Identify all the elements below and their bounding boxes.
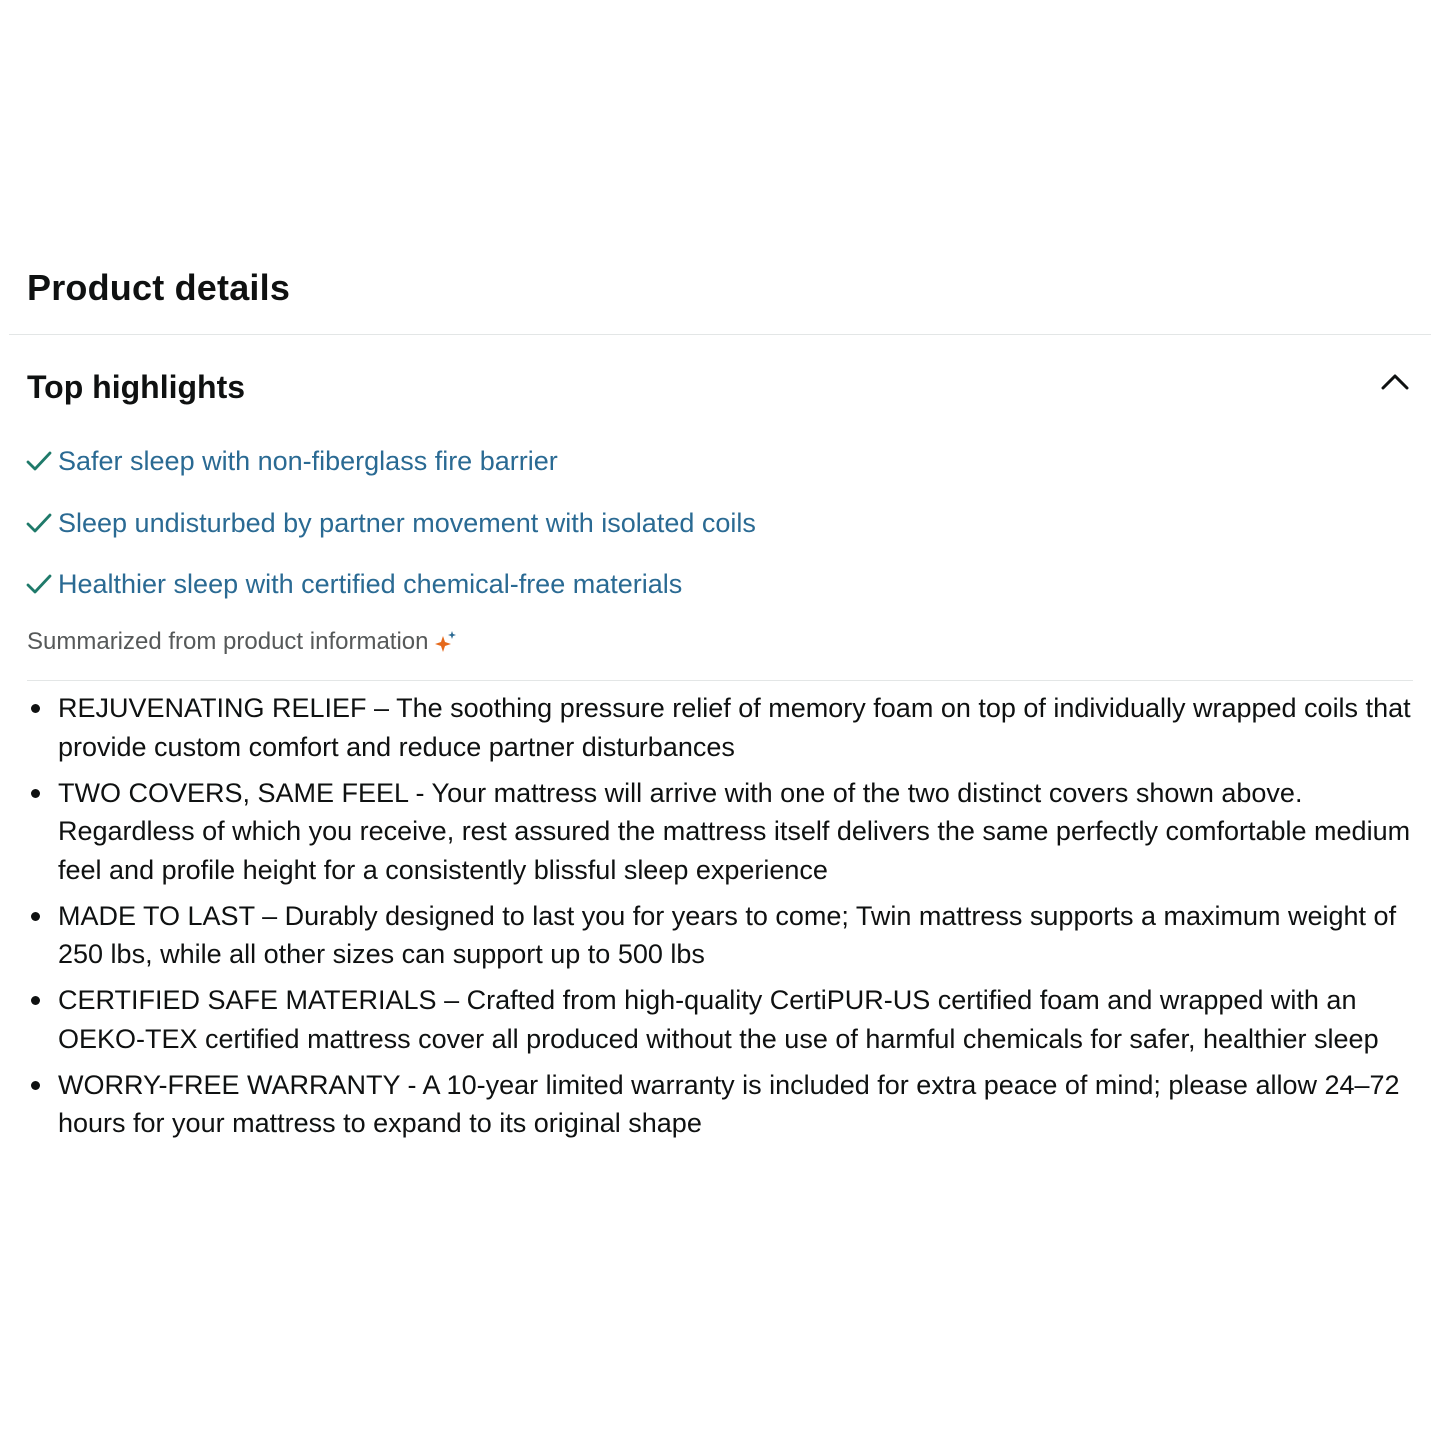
feature-bullet: WORRY-FREE WARRANTY - A 10-year limited warranty is included for extra peace of mind; please allow 24–72 hours for your mattress to expand to its original shape <box>27 1066 1419 1143</box>
check-icon <box>26 571 52 597</box>
bullets-divider <box>27 680 1413 681</box>
highlight-text: Safer sleep with non-fiberglass fire barrier <box>58 446 558 476</box>
top-highlights-header[interactable] <box>27 364 1413 412</box>
highlight-text: Sleep undisturbed by partner movement with isolated coils <box>58 507 756 538</box>
check-icon <box>26 448 52 474</box>
feature-bullet: MADE TO LAST – Durably designed to last you for years to come; Twin mattress supports a maximum weight of 250 lbs, while all other sizes can support up to 500 lbs <box>27 897 1419 974</box>
feature-bullets <box>27 689 1419 1150</box>
highlight-item[interactable] <box>26 564 756 604</box>
summary-note <box>27 625 458 659</box>
highlight-item[interactable] <box>26 441 756 481</box>
page-title: Product details <box>27 267 291 308</box>
summary-note-text: Summarized from product information <box>27 628 429 655</box>
section-title: Top highlights <box>27 369 246 405</box>
check-icon <box>26 510 52 536</box>
feature-bullet: TWO COVERS, SAME FEEL - Your mattress will arrive with one of the two distinct covers shown above. Regardless of which you receive, rest assured the mattress itself delivers the same perfectly comfortable medium feel and profile height for a consistently blissful sleep experience <box>27 774 1419 890</box>
chevron-up-icon[interactable] <box>1377 364 1413 400</box>
feature-bullet: REJUVENATING RELIEF – The soothing pressure relief of memory foam on top of individually wrapped coils that provide custom comfort and reduce partner disturbances <box>27 689 1419 766</box>
title-divider <box>9 334 1431 335</box>
sparkle-icon <box>434 630 458 654</box>
highlight-item[interactable] <box>26 503 756 543</box>
highlight-text: Healthier sleep with certified chemical-free materials <box>58 569 683 599</box>
feature-bullet: CERTIFIED SAFE MATERIALS – Crafted from high-quality CertiPUR-US certified foam and wrapped with an OEKO-TEX certified mattress cover all produced without the use of harmful chemicals for safer, healthier sleep <box>27 981 1419 1058</box>
highlights-list <box>26 441 756 626</box>
